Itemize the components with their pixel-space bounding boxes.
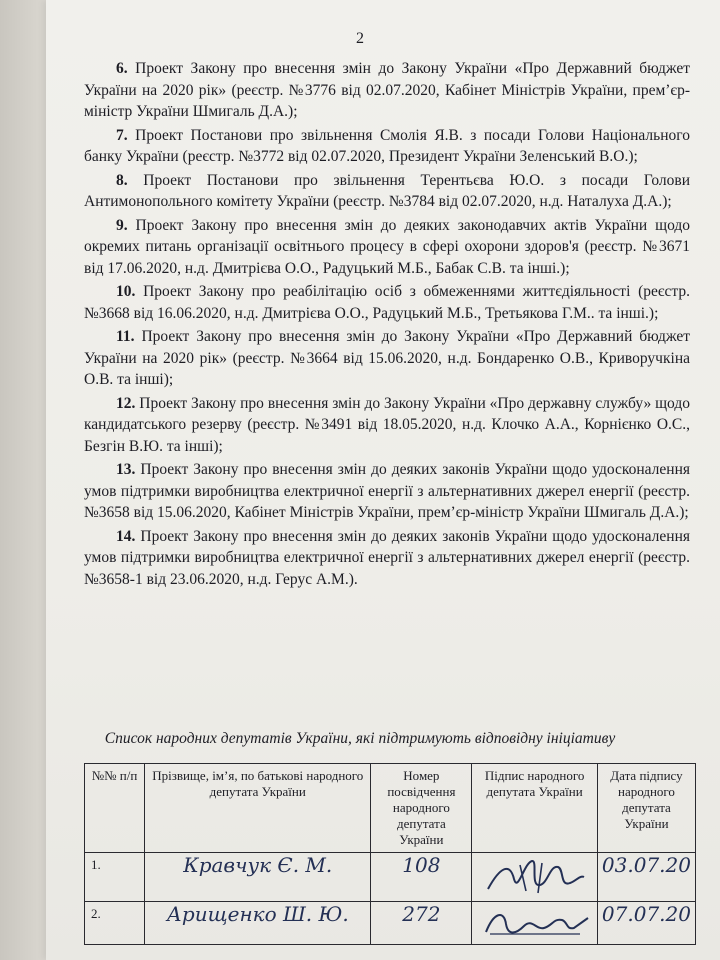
deputies-list-title: Список народних депутатів України, які підтримують відповідну ініціативу (104, 730, 616, 747)
handwritten-signature-1 (480, 857, 590, 897)
table-row (85, 853, 696, 902)
header-name: Прізвище, ім’я, по батькові народного депутата України (145, 764, 371, 853)
agenda-items (84, 58, 690, 592)
item-text: Проект Закону про реабілітацію осіб з обмеженнями життєдіяльності (реєстр. №3668 від 16.06.2020, н.д. Дмитрієва О.О., Радуцький М.Б., Третьякова Г.М.. та інші.); (84, 283, 691, 322)
deputy-name: Кравчук Є. М. (145, 853, 371, 902)
agenda-item (84, 459, 690, 524)
header-signature: Підпис народного депутата України (472, 764, 598, 853)
item-text: Проект Закону про внесення змін до деяких законів України щодо удосконалення умов підтримки виробництва електричної енергії з альтернативних джерел енергії (реєстр. №3658 від 15.06.2020, Кабінет Міністрів України, прем’єр-міністр України Шмигаль Д.А.); (84, 461, 690, 521)
handwritten-signature-2 (480, 906, 590, 940)
header-id: Номер посвідчення народного депутата України (371, 764, 472, 853)
page-number: 2 (356, 30, 364, 47)
item-number: 11. (116, 328, 135, 345)
item-number: 13. (116, 461, 136, 478)
item-text: Проект Постанови про звільнення Терентьєва Ю.О. з посади Голови Антимонопольного комітету України (реєстр. №3784 від 02.07.2020, н.д. Наталуха Д.А.); (84, 171, 690, 210)
deputy-name: Арищенко Ш. Ю. (145, 902, 371, 945)
item-text: Проект Постанови про звільнення Смолія Я.В. з посади Голови Національного банку України (реєстр. №3772 від 02.07.2020, Президент України Зеленський В.О.); (84, 126, 691, 165)
item-number: 8. (116, 171, 128, 189)
agenda-item (84, 526, 690, 591)
item-number: 9. (116, 216, 128, 234)
sign-date: 03.07.20 (597, 853, 695, 902)
sign-date: 07.07.20 (597, 902, 695, 945)
item-text: Проект Закону про внесення змін до Закону України «Про державну службу» щодо кандидатського резерву (реєстр. №3491 від 18.05.2020, н.д. Клочко А.А., Корнієнко О.С., Безгін В.Ю. та інші); (84, 394, 691, 455)
item-text: Проект Закону про внесення змін до деяких законодавчих актів України щодо окремих питань організації освітнього процесу в сфері охорони здоров'я (реєстр. №3671 від 17.06.2020, н.д. Дмитрієва О.О., Радуцький М.Б., Бабак С.В. та інші.); (84, 216, 691, 277)
item-text: Проект Закону про внесення змін до деяких законів України щодо удосконалення умов підтримки виробництва електричної енергії з альтернативних джерел енергії (реєстр. №3658-1 від 23.06.2020, н.д. Герус А.М.). (84, 527, 690, 588)
header-number: №№ п/п (85, 764, 145, 853)
item-number: 14. (116, 527, 136, 545)
deputy-id: 272 (371, 902, 472, 945)
item-number: 6. (116, 60, 128, 77)
deputy-id: 108 (371, 853, 472, 902)
header-date: Дата підпису народного депутата України (597, 764, 695, 853)
item-number: 10. (116, 283, 136, 300)
row-number: 1. (85, 853, 145, 902)
agenda-item (84, 215, 690, 280)
signature-cell (472, 853, 598, 902)
signatures-table (84, 763, 696, 945)
item-number: 7. (116, 126, 128, 144)
signature-cell (472, 902, 598, 945)
item-text: Проект Закону про внесення змін до Закону України «Про Державний бюджет України на 2020 рік» (реєстр. №3776 від 02.07.2020, Кабінет Міністрів України, прем’єр-міністр України Шмигаль Д.А.); (84, 60, 690, 120)
agenda-item (84, 281, 690, 324)
agenda-item (84, 393, 690, 458)
item-text: Проект Закону про внесення змін до Закону України «Про Державний бюджет України на 2020 рік» (реєстр. №3664 від 15.06.2020, н.д. Бондаренко О.В., Криворучкіна О.В. та інші); (84, 328, 690, 388)
agenda-item (84, 326, 690, 391)
item-number: 12. (116, 394, 136, 412)
row-number: 2. (85, 902, 145, 945)
agenda-item (84, 125, 690, 168)
agenda-item (84, 170, 690, 213)
agenda-item (84, 58, 690, 123)
table-header-row (85, 764, 696, 853)
table-row (85, 902, 696, 945)
